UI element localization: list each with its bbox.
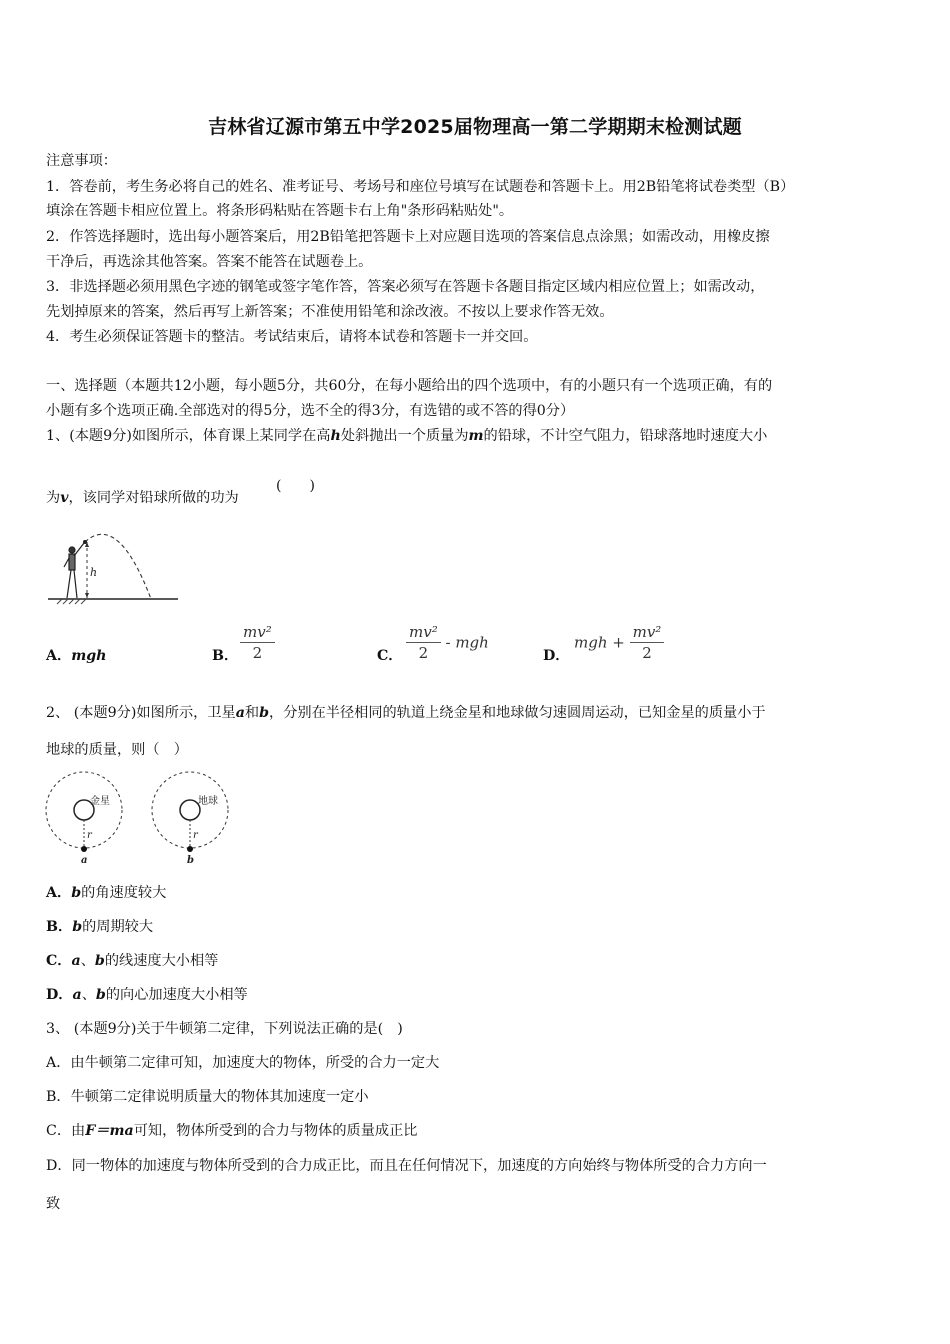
earth-planet <box>180 800 200 820</box>
q2-orbits-figure <box>44 770 236 866</box>
shot-ball <box>83 540 87 544</box>
q1-stem: 1、(本题9分)如图所示，体育课上某同学在高h处斜抛出一个质量为m的铅球，不计空气阻力，铅球落地时速度大小 <box>46 428 768 444</box>
student-figure <box>64 543 84 598</box>
venus-orbit-diagram <box>46 772 122 866</box>
q1-option-a: A．mgh <box>46 648 107 664</box>
q3-option-d: D．同一物体的加速度与物体所受到的合力成正比，而且在任何情况下，加速度的方向始终与物体所受的合力方向一 <box>46 1158 767 1174</box>
q2-option-b: B．b的周期较大 <box>46 919 154 935</box>
q2-stem: 2、 (本题9分)如图所示，卫星a和b，分别在半径相同的轨道上绕金星和地球做匀速圆周运动，已知金星的质量小于 <box>46 705 766 721</box>
q3-option-c: C．由F＝ma可知，物体所受到的合力与物体的质量成正比 <box>46 1123 418 1139</box>
section-heading: 小题有多个选项正确.全部选对的得5分，选不全的得3分，有选错的或不答的得0分） <box>46 403 575 419</box>
notice-heading: 注意事项： <box>46 153 117 169</box>
q1-shot-put-figure <box>48 530 180 606</box>
section-heading: 一、选择题（本题共12小题，每小题5分，共60分，在每小题给出的四个选项中，有的小题只有一个选项正确，有的 <box>46 378 773 394</box>
q2-option-c: C．a、b的线速度大小相等 <box>46 953 219 969</box>
venus-label: 金星 <box>90 796 110 807</box>
radius-label: r <box>87 830 92 841</box>
q3-option-d-line2: 致 <box>46 1196 61 1212</box>
notice-line: 填涂在答题卡相应位置上。将条形码粘贴在答题卡右上角"条形码粘贴处"。 <box>46 203 514 219</box>
q1-stem-line2: 为v，该同学对铅球所做的功为 <box>46 490 239 506</box>
q2-option-d: D．a、b的向心加速度大小相等 <box>46 987 248 1003</box>
q3-option-b: B．牛顿第二定律说明质量大的物体其加速度一定小 <box>46 1089 369 1105</box>
satellite-a-label: a <box>81 855 88 866</box>
satellite-b <box>187 846 193 852</box>
q1-option-d-formula: mgh + $\frac{\text{mv²}}{2}$ <box>574 622 664 663</box>
q1-option-d-label: D． <box>543 648 570 664</box>
height-label: h <box>90 566 98 579</box>
q2-option-a: A．b的角速度较大 <box>46 885 167 901</box>
notice-line: 先划掉原来的答案，然后再写上新答案；不准使用铅笔和涂改液。不按以上要求作答无效。 <box>46 304 614 320</box>
notice-line: 4．考生必须保证答题卡的整洁。考试结束后，请将本试卷和答题卡一并交回。 <box>46 329 538 345</box>
q1-option-b-label: B． <box>212 648 239 664</box>
q3-option-a: A．由牛顿第二定律可知，加速度大的物体，所受的合力一定大 <box>46 1055 440 1071</box>
radius-label: r <box>193 830 198 841</box>
q1-option-c-formula: $\frac{\text{mv²}}{2}$ - mgh <box>406 622 489 663</box>
notice-line: 干净后，再选涂其他答案。答案不能答在试题卷上。 <box>46 254 373 270</box>
earth-orbit-diagram <box>152 772 228 866</box>
q1-option-c-label: C． <box>377 648 403 664</box>
notice-line: 1．答卷前，考生务必将自己的姓名、准考证号、考场号和座位号填写在试题卷和答题卡上。用2B铅笔将试卷类型（B） <box>46 179 795 195</box>
notice-line: 2．作答选择题时，选出每小题答案后，用2B铅笔把答题卡上对应题目选项的答案信息点涂黑；如需改动，用橡皮擦 <box>46 229 770 245</box>
q3-stem: 3、 (本题9分)关于牛顿第二定律，下列说法正确的是( ) <box>46 1021 403 1037</box>
notice-line: 3．非选择题必须用黑色字迹的钢笔或签字笔作答，答案必须写在答题卡各题目指定区域内相应位置上；如需改动， <box>46 279 765 295</box>
q1-answer-paren: ( ) <box>276 478 315 494</box>
earth-label: 地球 <box>198 796 218 807</box>
page-title: 吉林省辽源市第五中学2025届物理高一第二学期期末检测试题 <box>208 116 742 138</box>
satellite-a <box>81 846 87 852</box>
satellite-b-label: b <box>187 855 194 866</box>
q1-option-b-formula: $\frac{\text{mv²}}{2}$ <box>240 622 275 663</box>
q2-stem-line2: 地球的质量，则（ ） <box>46 742 188 758</box>
